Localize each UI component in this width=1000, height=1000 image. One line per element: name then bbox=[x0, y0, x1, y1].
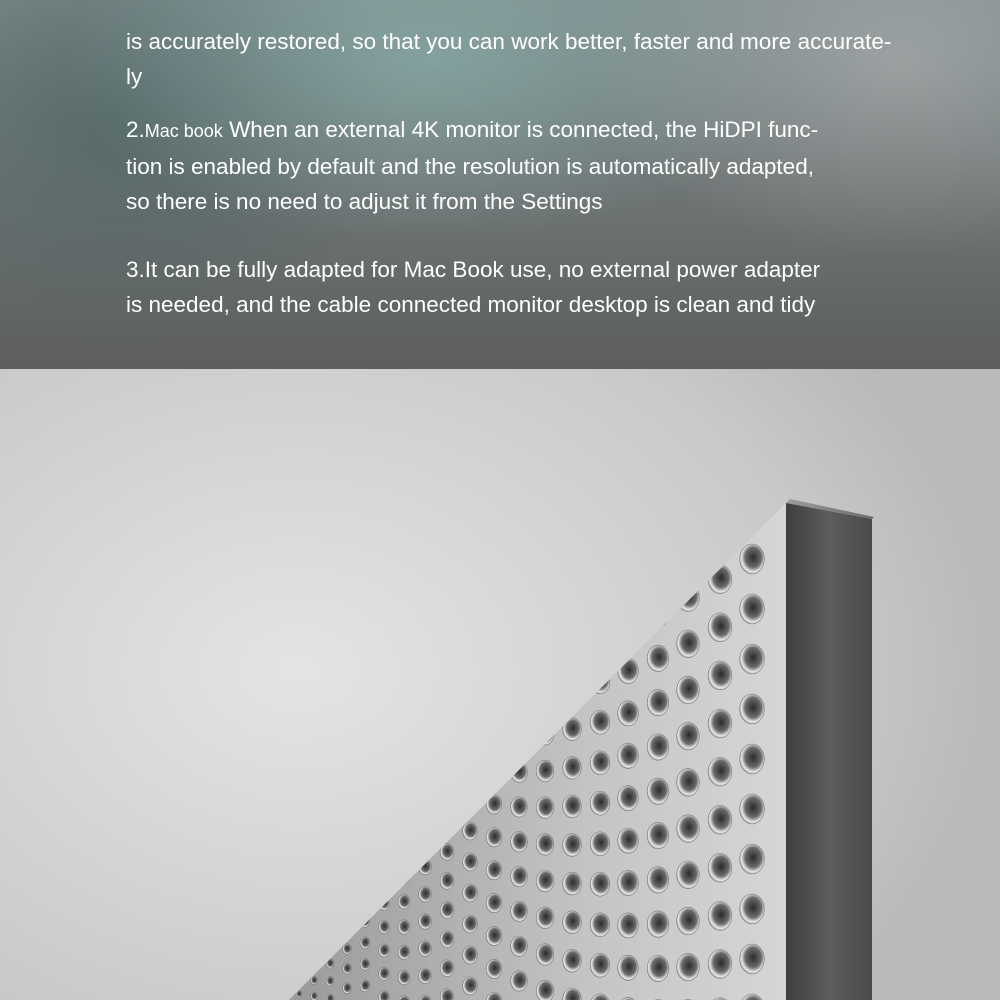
feature-paragraph-3 bbox=[126, 252, 886, 322]
paragraph-line: is accurately restored, so that you can work better, faster and more accurate- bbox=[126, 29, 892, 54]
item-number: 2. bbox=[126, 117, 145, 142]
feature-paragraph-2 bbox=[126, 112, 886, 219]
paragraph-line: is needed, and the cable connected monitor desktop is clean and tidy bbox=[126, 292, 816, 317]
paragraph-text: When an external 4K monitor is connected, the HiDPI func- bbox=[222, 117, 819, 142]
feature-paragraph-1 bbox=[126, 0, 892, 94]
cropped-line bbox=[126, 0, 886, 24]
paragraph-line: so there is no need to adjust it from the Settings bbox=[126, 189, 603, 214]
paragraph-line: tion is enabled by default and the resolution is automatically adapted, bbox=[126, 154, 814, 179]
panel-side bbox=[786, 503, 872, 1000]
paragraph-line bbox=[126, 112, 886, 149]
paragraph-line: ly bbox=[126, 64, 143, 89]
perforated-aluminum-panel-icon bbox=[0, 369, 1000, 1000]
description-panel bbox=[0, 0, 1000, 369]
brand-name: Mac book bbox=[144, 121, 223, 141]
paragraph-line: 3.It can be fully adapted for Mac Book use, no external power adapter bbox=[126, 257, 821, 282]
product-image bbox=[0, 369, 1000, 1000]
